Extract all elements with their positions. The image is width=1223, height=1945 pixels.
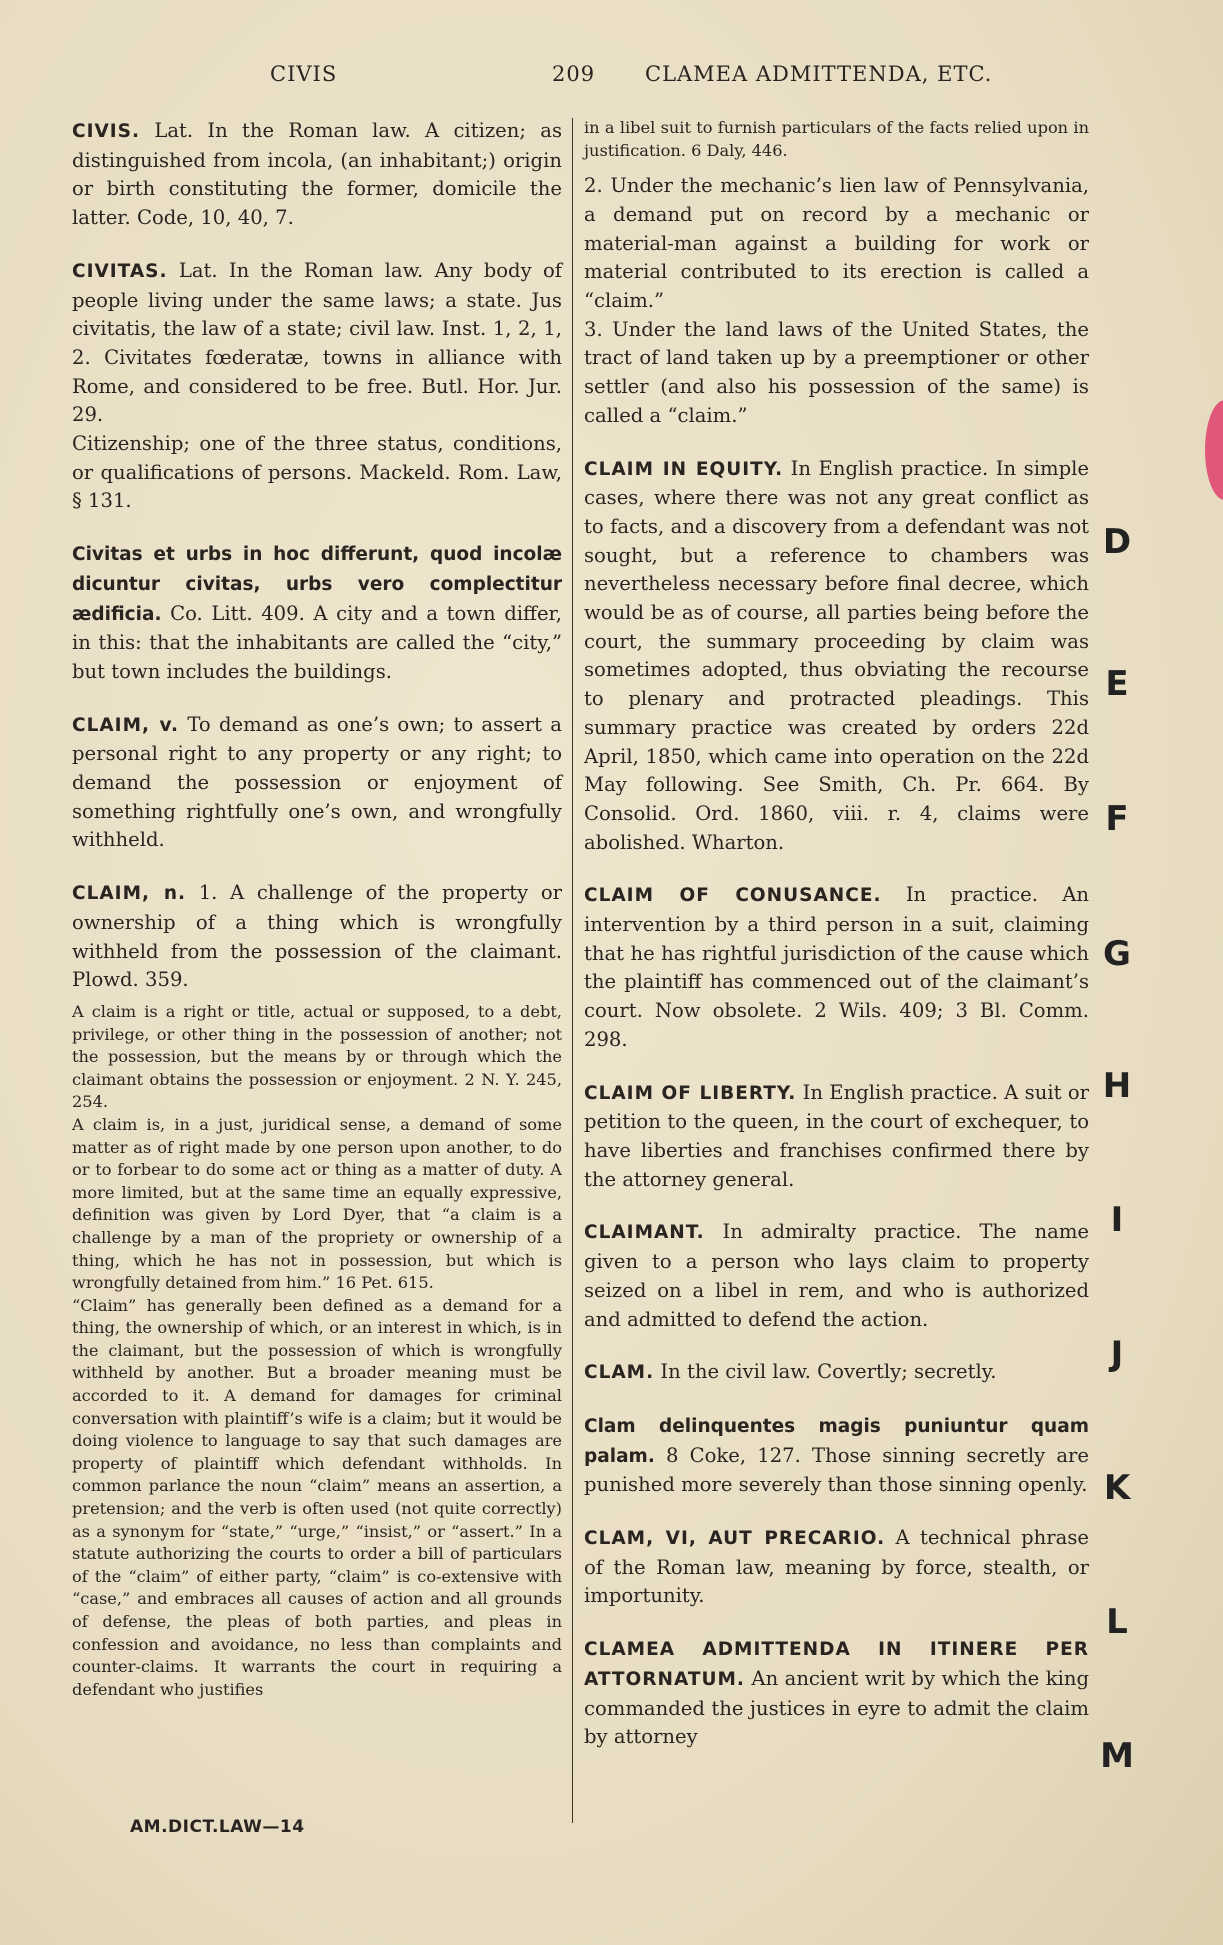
entry-claim-continued [584,117,1089,431]
entry-civitas-maxim [72,540,562,687]
right-column [584,117,1089,1776]
definition: In English practice. A suit or petition to the queen, in the court of exchequer, to have liberties and franchises confirmed there by the attorney general. [584,1080,1089,1191]
entry-claimant [584,1218,1089,1334]
note-paragraph: A claim is, in a just, juridical sense, a demand of some matter as of right made by one person upon another, to do or to forbear to do some act or thing as a matter of duty. A more limited, but at the same time an equally expressive, definition was given by Lord Dyer, that “a claim is a challenge by a man of the propriety or ownership of a thing, which he has not in possession, but which is wrongfully detained from him.” 16 Pet. 615. [72,1114,562,1293]
definition: To demand as one’s own; to assert a personal right to any property or any right; to demand the possession or enjoyment of something rightfully one’s own, and wrongfully withheld. [72,712,562,852]
definition: An ancient writ by which the king commanded the justices in eyre to admit the claim by attorney [584,1666,1089,1749]
thumb-index-letter[interactable]: G [1103,934,1131,974]
headword: CLAM, VI, AUT PRECARIO. [584,1528,886,1550]
definition: In English practice. In simple cases, where there was not any great conflict as to facts, and a discovery from a defendant was not sought, but a reference to chambers was nevertheless necessary before final decree, which would be as of course, all parties being before the court, the summary proceeding by claim was sometimes adopted, thus obviating the recourse to plenary and protracted pleadings. This summary practice was created by orders 22d April, 1850, which came into operation on the 22d May following. See Smith, Ch. Pr. 664. By Consolid. Ord. 1860, viii. r. 4, claims were abolished. Wharton. [584,456,1089,854]
entry-civis [72,117,562,233]
headword: CLAIM, v. [72,714,180,736]
thumb-index-letter[interactable]: F [1105,799,1129,839]
thumb-index-letter[interactable]: D [1102,522,1132,562]
entry-claim-of-liberty [584,1079,1089,1195]
thumb-index [1099,0,1139,1945]
headword: CIVIS. [72,121,141,142]
headword: CLAIM IN EQUITY. [584,458,784,480]
definition: In admiralty practice. The name given to a person who lays claim to property seized on a libel in rem, and who is authorized and admitted to defend the action. [584,1220,1089,1331]
page-marker-tab [1205,400,1223,500]
definition: 1. A challenge of the property or ownership of a thing which is wrongfully withheld from the possession of the claimant. Plowd. 359. [72,881,562,992]
thumb-index-letter[interactable]: M [1100,1736,1134,1776]
definition: 8 Coke, 127. Those sinning secretly are punished more severely than those sinning openly. [584,1443,1090,1497]
left-column [72,117,562,1725]
entry-clam [584,1358,1089,1388]
definition: 2. Under the mechanic’s lien law of Pennsylvania, a demand put on record by a mechanic or material-man against a building for work or material contributed to its erection is called a “claim.” [584,174,1089,312]
column-divider [572,118,573,1823]
definition: 3. Under the land laws of the United States, the tract of land taken up by a preemptioner or other settler (and also his possession of the same) is called a “claim.” [584,317,1089,427]
entry-civitas [72,257,562,516]
headword: CLAM. [584,1362,655,1384]
entry-clam-maxim [584,1412,1089,1500]
entry-claim-in-equity [584,455,1089,858]
thumb-index-letter[interactable]: I [1110,1200,1124,1240]
headword: CIVITAS. [72,260,168,282]
thumb-index-letter[interactable]: J [1110,1334,1124,1374]
definition: In the civil law. Covertly; secretly. [660,1360,997,1384]
note-paragraph: in a libel suit to furnish particulars of the facts relied upon in justification. 6 Daly, 446. [584,118,1089,160]
header-left-guide-word: CIVIS [270,62,338,86]
thumb-index-letter[interactable]: H [1102,1066,1132,1106]
definition: A technical phrase of the Roman law, meaning by force, stealth, or importunity. [584,1526,1090,1608]
headword: CLAIM OF LIBERTY. [584,1082,797,1104]
definition: In practice. An intervention by a third person in a suit, claiming that he has rightful jurisdiction of the cause which the plaintiff has commenced out of the claimant’s court. Now obsolete. 2 Wils. 409; 3 Bl. Comm. 298. [584,883,1090,1051]
maxim: Clam delinquentes magis puniuntur quam palam. [584,1415,1089,1467]
headword: CLAIM, n. [72,883,187,905]
entry-clamea-admittenda [584,1635,1089,1752]
maxim: Civitas et urbs in hoc differunt, quod incolæ dicuntur civitas, urbs vero complectitur ædificia. [72,544,562,625]
definition: Lat. In the Roman law. Any body of people living under the same laws; a state. Jus civitatis, the law of a state; civil law. Inst. 1, 2, 1, 2. Civitates fœderatæ, towns in alliance with Rome, and considered to be free. Butl. Hor. Jur. 29. [72,258,562,427]
entry-claim-verb [72,711,562,856]
definition: Co. Litt. 409. A city and a town differ, in this: that the inhabitants are called the “city,” but town includes the buildings. [72,601,562,683]
signature-mark: AM.DICT.LAW—14 [130,1817,305,1837]
headword: CLAIM OF CONUSANCE. [584,885,882,907]
headword: CLAMEA ADMITTENDA IN ITINERE PER ATTORNATUM. [584,1639,1089,1690]
entry-claim-of-conusance [584,881,1089,1054]
running-header [90,62,1040,98]
headword: CLAIMANT. [584,1222,705,1244]
entry-clam-vi-aut-precario [584,1524,1089,1611]
note-paragraph: “Claim” has generally been defined as a demand for a thing, the ownership of which, or an interest in which, is in the claimant, but the possession of which is wrongfully withheld by another. But a broader meaning must be accorded to it. A demand for damages for criminal conversation with plaintiff’s wife is a claim; but it would be doing violence to language to say that such damages are property of plaintiff which defendant withholds. In common parlance the noun “claim” means an assertion, a pretension; and the verb is often used (not quite correctly) as a synonym for “state,” “urge,” “insist,” or “assert.” In a statute authorizing the courts to order a bill of particulars of the “claim” of either party, “claim” is co-extensive with “case,” and embraces all causes of action and all grounds of defense, the pleas of both parties, and pleas in confession and avoidance, no less than complaints and counter-claims. It warrants the court in requiring a defendant who justifies [72,1295,562,1699]
definition: Lat. In the Roman law. A citizen; as distinguished from incola, (an inhabitant;) origin or birth constituting the former, domicile the latter. Code, 10, 40, 7. [72,119,562,230]
page-number: 209 [552,62,596,86]
definition-continued: Citizenship; one of the three status, conditions, or qualifications of persons. Mackeld. Rom. Law, § 131. [72,432,562,513]
thumb-index-letter[interactable]: E [1105,664,1129,704]
entry-claim-noun [72,879,562,1701]
thumb-index-letter[interactable]: K [1103,1468,1131,1508]
header-right-guide-word: CLAMEA ADMITTENDA, ETC. [645,62,993,86]
thumb-index-letter[interactable]: L [1106,1602,1128,1642]
note-paragraph: A claim is a right or title, actual or supposed, to a debt, privilege, or other thing in the possession of another; not the possession, but the means by or through which the claimant obtains the possession or enjoyment. 2 N. Y. 245, 254. [72,1001,562,1112]
